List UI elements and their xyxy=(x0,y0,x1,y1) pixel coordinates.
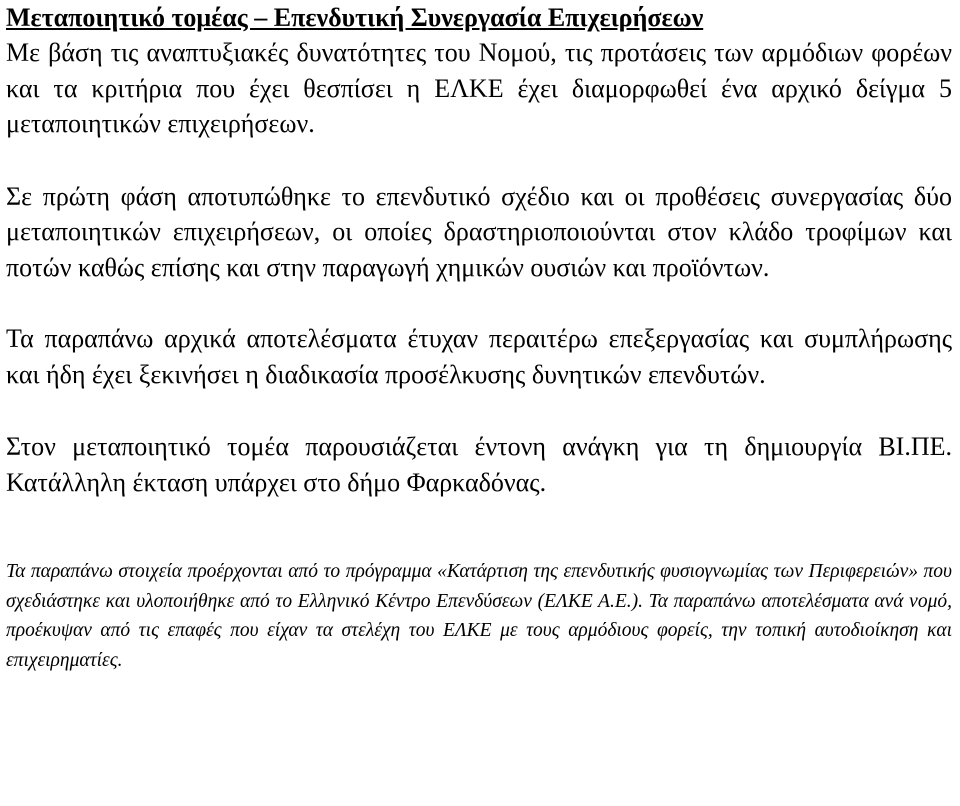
paragraph-industrial-zone: Στον μεταποιητικό τομέα παρουσιάζεται έντονη ανάγκη για τη δημιουργία ΒΙ.ΠΕ. Κατάλληλη έκταση υπάρχει στο δήμο Φαρκαδόνας. xyxy=(6,432,952,497)
paragraph-sample-businesses: Με βάση τις αναπτυξιακές δυνατότητες του Νομού, τις προτάσεις των αρμόδιων φορέων και τα κριτήρια που έχει θεσπίσει η ΕΛΚΕ έχει διαμορφωθεί ένα αρχικό δείγμα 5 μεταποιητικών επιχειρήσεων. xyxy=(6,38,952,138)
section-heading: Μεταποιητικό τομέας – Επενδυτική Συνεργασία Επιχειρήσεων xyxy=(6,3,704,32)
source-footnote: Τα παραπάνω στοιχεία προέρχονται από το πρόγραμμα «Κατάρτιση της επενδυτικής φυσιογνωμίας των Περιφερειών» που σχεδιάστηκε και υλοποιήθηκε από το Ελληνικό Κέντρο Επενδύσεων (ΕΛΚΕ Α.Ε.). Τα παραπάνω αποτελέσματα ανά νομό, προέκυψαν από τις επαφές που είχαν τα στελέχη του ΕΛΚΕ με τους αρμόδιους φορείς, την τοπική αυτοδιοίκηση και επιχειρηματίες. xyxy=(6,561,952,671)
paragraph-investment-plan: Σε πρώτη φάση αποτυπώθηκε το επενδυτικό σχέδιο και οι προθέσεις συνεργασίας δύο μεταποιητικών επιχειρήσεων, οι οποίες δραστηριοποιούνται στον κλάδο τροφίμων και ποτών καθώς επίσης και στην παραγωγή χημικών ουσιών και προϊόντων. xyxy=(6,181,952,282)
document-page xyxy=(6,0,952,675)
paragraph-results-processing: Τα παραπάνω αρχικά αποτελέσματα έτυχαν περαιτέρω επεξεργασίας και συμπλήρωσης και ήδη έχει ξεκινήσει η διαδικασία προσέλκυσης δυνητικών επενδυτών. xyxy=(6,324,952,389)
